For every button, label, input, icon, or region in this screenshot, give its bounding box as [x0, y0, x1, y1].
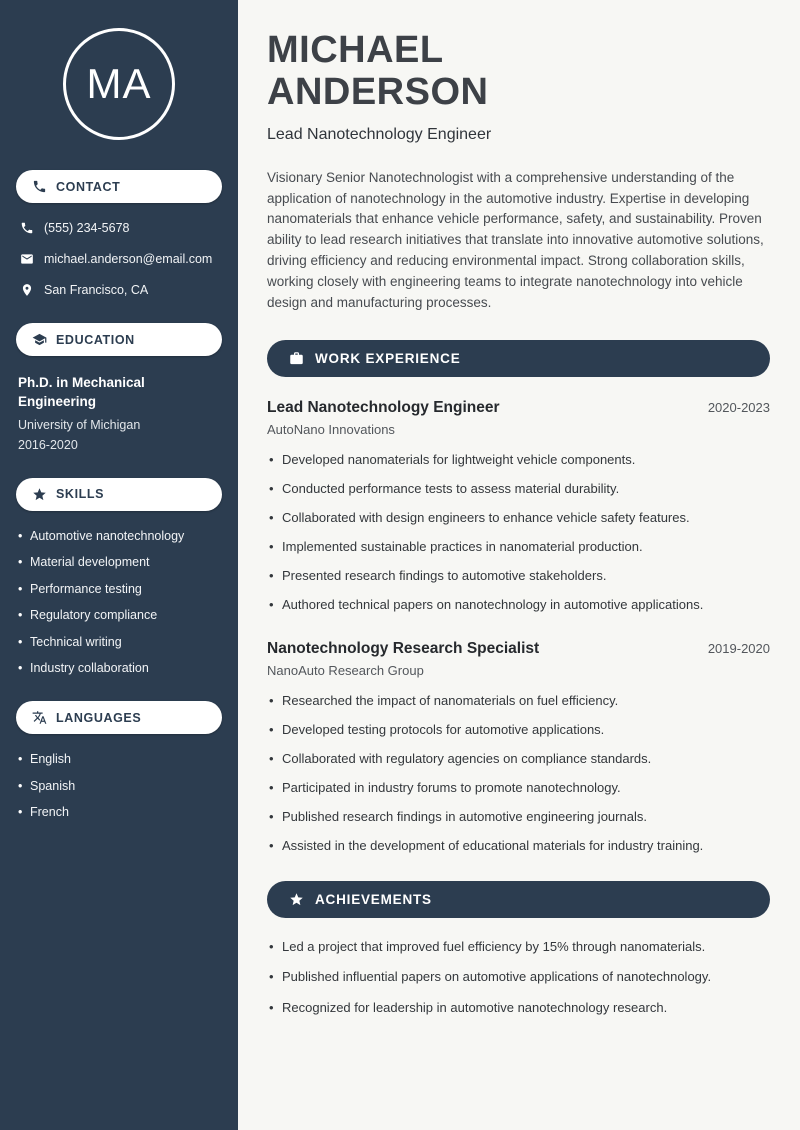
sidebar: [0, 0, 238, 1130]
job-bullet-list: [267, 451, 770, 614]
job-years: 2020-2023: [707, 400, 770, 416]
job-title: Nanotechnology Research Specialist: [267, 639, 540, 657]
job-bullet: • Collaborated with design engineers to enhance vehicle safety features.: [267, 509, 770, 527]
candidate-last-name: ANDERSON: [267, 70, 489, 113]
skills-header-label: SKILLS: [56, 487, 105, 502]
job-company: NanoAuto Research Group: [267, 662, 424, 678]
languages-header: [16, 701, 222, 734]
contact-phone: (555) 234-5678: [44, 221, 130, 235]
language-item: • French: [18, 805, 222, 819]
phone-icon: [32, 179, 47, 194]
achievement-bullet: • Led a project that improved fuel efficiency by 15% through nanomaterials.: [267, 938, 770, 956]
achievements-list: [267, 938, 770, 1017]
achievement-bullet: • Recognized for leadership in automotive nanotechnology research.: [267, 999, 770, 1017]
languages-header-label: LANGUAGES: [56, 710, 142, 725]
job-bullet: • Published research findings in automotive engineering journals.: [267, 808, 770, 826]
contact-email: michael.anderson@email.com: [44, 252, 213, 266]
skills-header: [16, 478, 222, 511]
profile-summary: Visionary Senior Nanotechnologist with a comprehensive understanding of the application of nanotechnology in the automotive industry. Expertise in developing nanomaterials that enhance vehicle performance, safety, and sustainability. Proven ability to lead research initiatives that translate into innovative automotive solutions, driving efficiency and reducing environmental impact. Strong collaboration skills, working closely with engineering teams to integrate nanotechnology into vehicle design and manufacturing processes.: [267, 169, 764, 311]
contact-header-label: CONTACT: [56, 179, 121, 194]
education-entry: [0, 374, 238, 452]
job-header: [267, 640, 770, 658]
languages-section: [0, 701, 238, 819]
education-header: [16, 323, 222, 356]
achievements-header-label: ACHIEVEMENTS: [315, 891, 432, 907]
job-bullet-list: [267, 692, 770, 855]
star-icon: [32, 487, 47, 502]
translate-icon: [32, 710, 47, 725]
avatar-wrap: [0, 28, 238, 140]
work-experience-header-label: WORK EXPERIENCE: [315, 351, 461, 367]
avatar: [63, 28, 175, 140]
main-content: [238, 0, 800, 1130]
contact-email-row: [0, 252, 238, 266]
job-bullet: • Presented research findings to automotive stakeholders.: [267, 567, 770, 585]
languages-list: [0, 752, 238, 819]
achievements-header: [267, 881, 770, 918]
work-experience-header: [267, 340, 770, 377]
phone-icon: [20, 221, 34, 235]
skill-item: • Regulatory compliance: [18, 608, 222, 622]
job-bullet: • Developed nanomaterials for lightweight vehicle components.: [267, 451, 770, 469]
job-company: AutoNano Innovations: [267, 422, 395, 438]
language-item: • English: [18, 752, 222, 766]
candidate-job-title: Lead Nanotechnology Engineer: [267, 125, 492, 143]
skill-item: • Automotive nanotechnology: [18, 529, 222, 543]
skill-item: • Performance testing: [18, 582, 222, 596]
job-bullet: • Researched the impact of nanomaterials on fuel efficiency.: [267, 692, 770, 710]
education-section: [0, 323, 238, 452]
education-degree: Ph.D. in Mechanical Engineering: [18, 375, 145, 409]
job-bullet: • Implemented sustainable practices in nanomaterial production.: [267, 538, 770, 556]
star-icon: [289, 892, 304, 907]
job-title: Lead Nanotechnology Engineer: [267, 399, 500, 417]
job-bullet: • Collaborated with regulatory agencies on compliance standards.: [267, 750, 770, 768]
job-bullet: • Developed testing protocols for automotive applications.: [267, 721, 770, 739]
skill-item: • Material development: [18, 555, 222, 569]
contact-section: [0, 170, 238, 297]
education-school: University of Michigan: [18, 417, 141, 432]
graduation-cap-icon: [32, 332, 47, 347]
skills-list: [0, 529, 238, 676]
contact-location: San Francisco, CA: [44, 283, 149, 297]
candidate-name: [267, 30, 770, 114]
job-years: 2019-2020: [707, 640, 770, 656]
job-bullet: • Assisted in the development of educational materials for industry training.: [267, 837, 770, 855]
education-years: 2016-2020: [18, 437, 78, 452]
job-bullet: • Participated in industry forums to promote nanotechnology.: [267, 779, 770, 797]
job-bullet: • Authored technical papers on nanotechnology in automotive applications.: [267, 596, 770, 614]
job-header: [267, 399, 770, 417]
skill-item: • Industry collaboration: [18, 661, 222, 675]
skills-section: [0, 478, 238, 676]
candidate-first-name: MICHAEL: [267, 29, 444, 71]
achievement-bullet: • Published influential papers on automotive applications of nanotechnology.: [267, 968, 770, 986]
job-bullet: • Conducted performance tests to assess material durability.: [267, 480, 770, 498]
avatar-initials: MA: [86, 60, 152, 107]
contact-header: [16, 170, 222, 203]
briefcase-icon: [289, 351, 304, 366]
email-icon: [20, 252, 34, 266]
skill-item: • Technical writing: [18, 635, 222, 649]
language-item: • Spanish: [18, 779, 222, 793]
location-pin-icon: [20, 283, 34, 297]
contact-phone-row: [0, 221, 238, 235]
education-header-label: EDUCATION: [56, 332, 135, 347]
contact-location-row: [0, 283, 238, 297]
